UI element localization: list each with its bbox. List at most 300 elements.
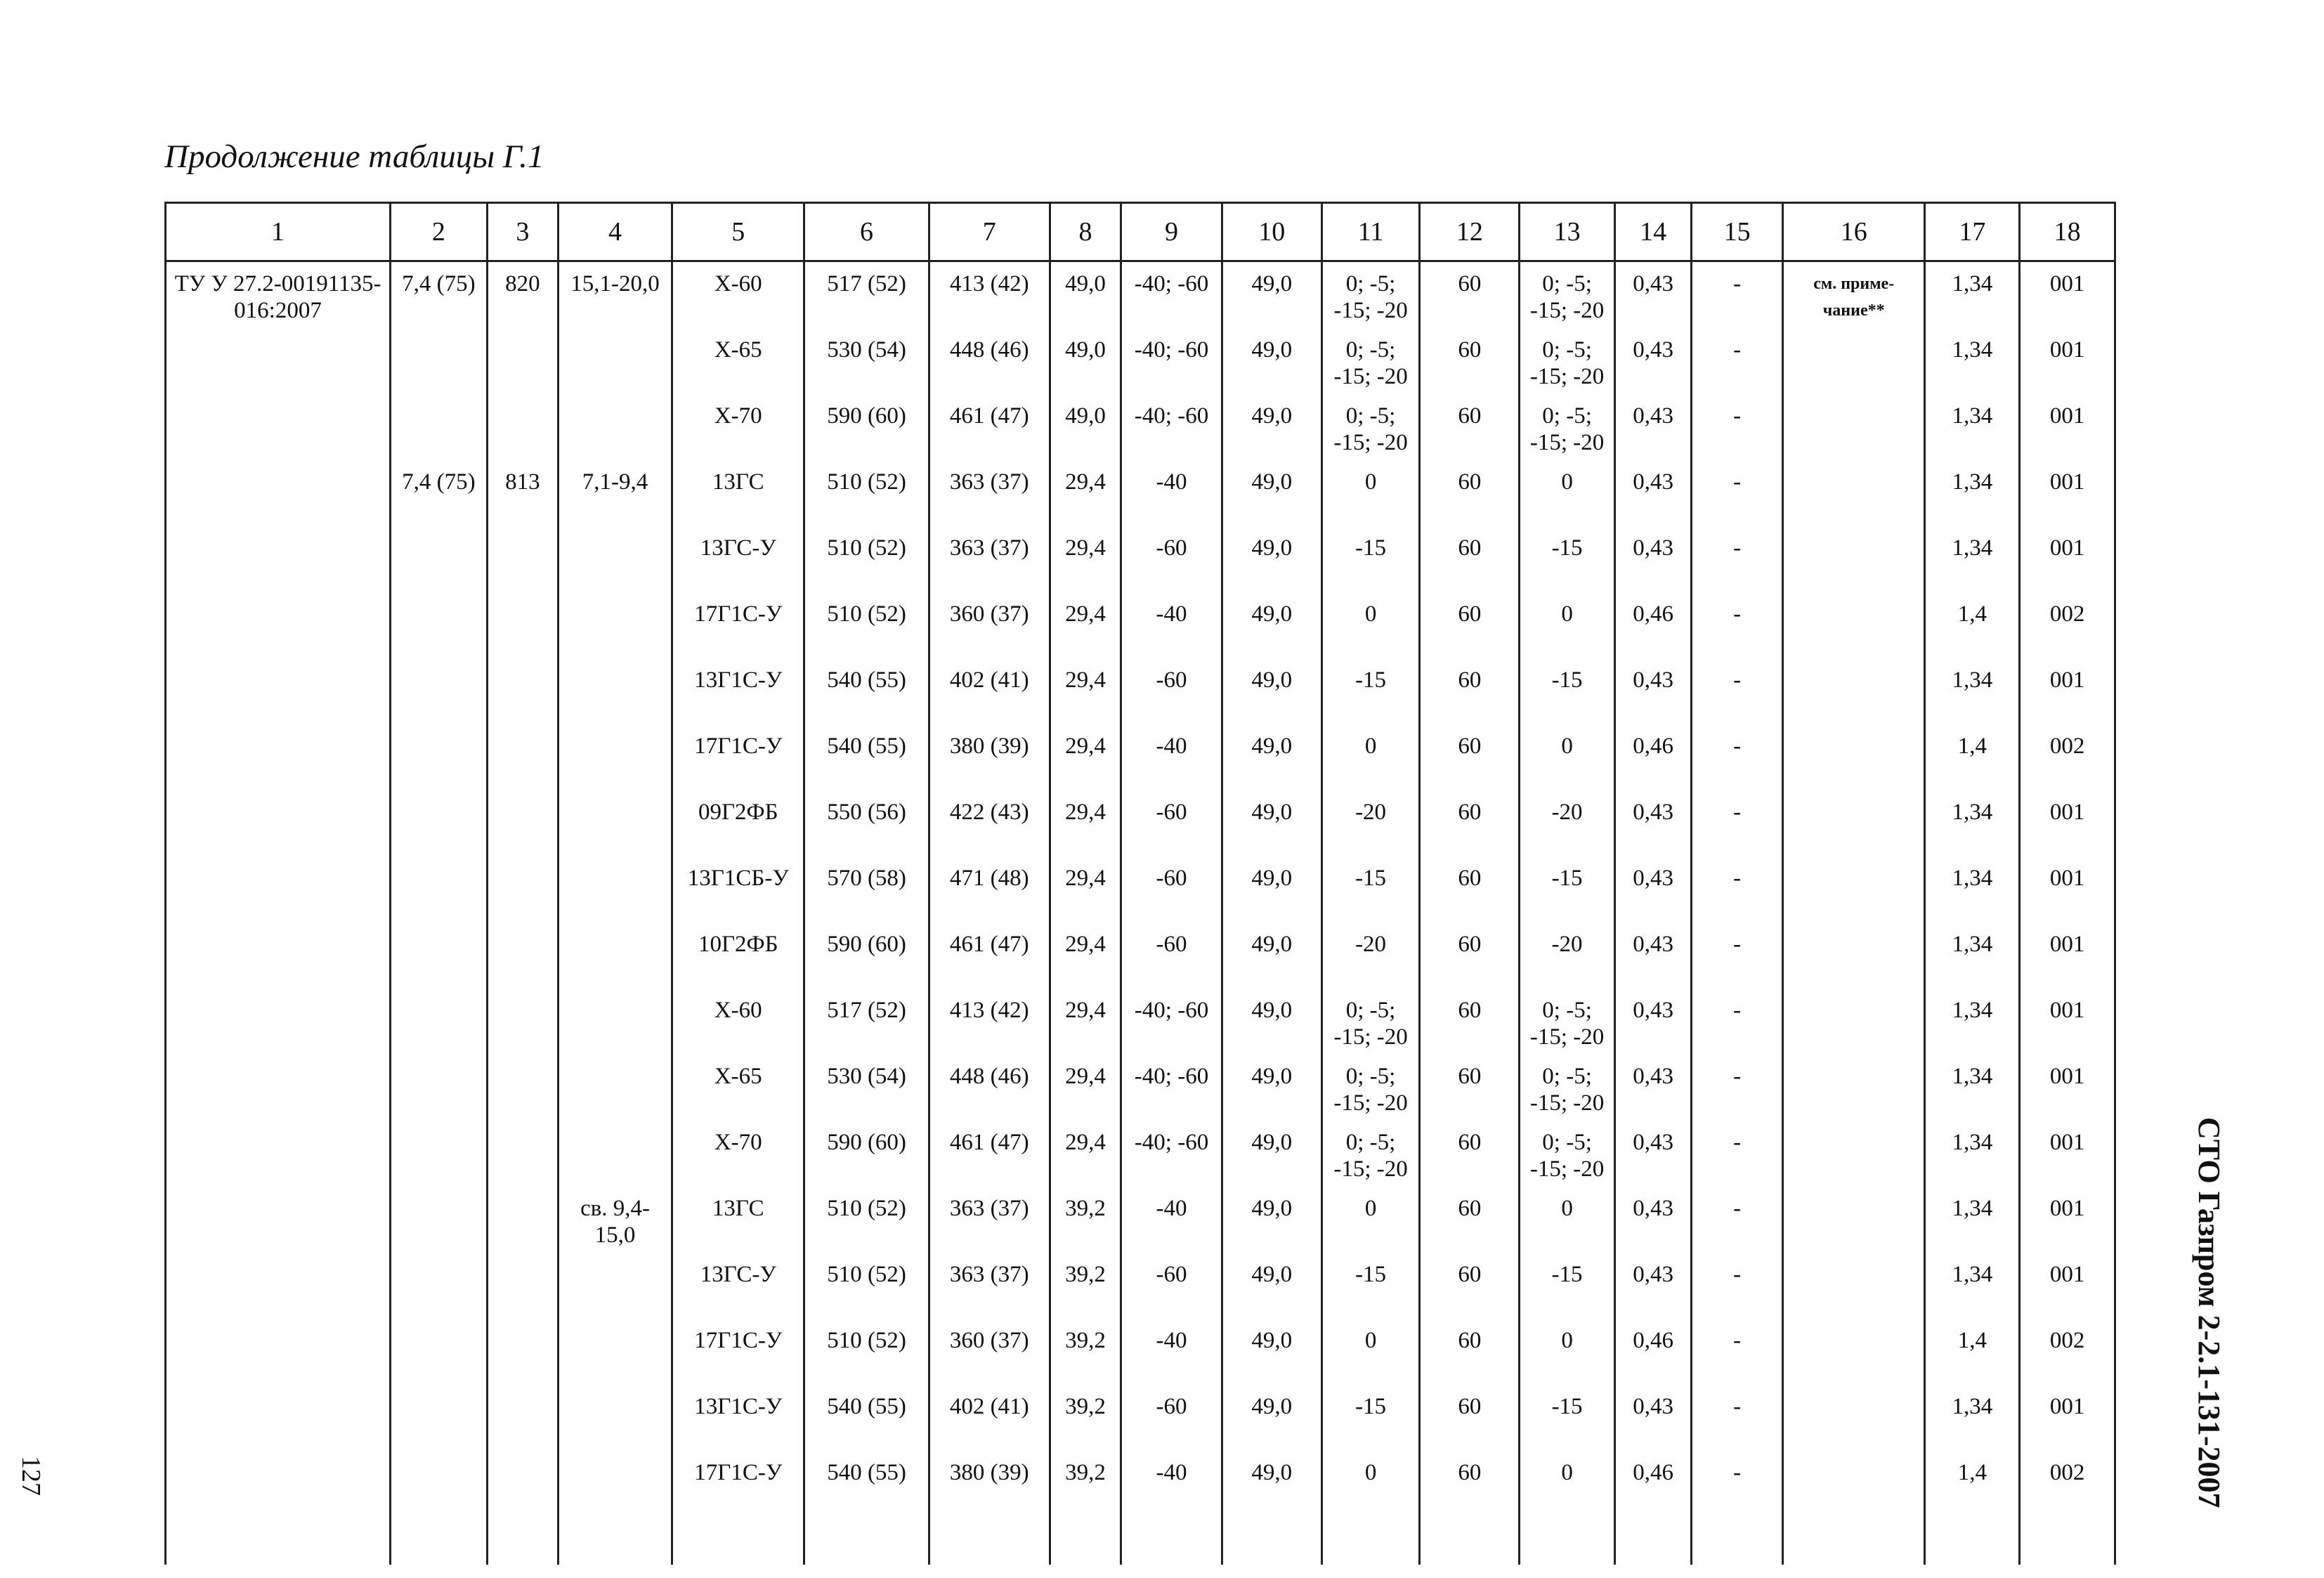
cell-col-7: 363 (37) [929,463,1050,529]
cell-col-8: 29,4 [1050,1057,1121,1123]
cell-col-11: 0; -5; -15; -20 [1321,331,1420,397]
cell-col-10: 49,0 [1222,925,1321,991]
cell-col-11: -15 [1321,1256,1420,1322]
cell-col-17: 1,4 [1925,727,2020,793]
cell-col-15: - [1692,595,1783,661]
cell-col-2 [391,1189,488,1256]
cell-col-8: 49,0 [1050,331,1121,397]
cell-col-12: 60 [1420,991,1520,1057]
cell-col-11: -15 [1321,1388,1420,1454]
cell-col-12: 60 [1420,1057,1520,1123]
cell-col-8: 29,4 [1050,991,1121,1057]
cell-col-2 [391,1322,488,1388]
cell-col-18: 001 [2020,463,2115,529]
empty-cell [1925,1520,2020,1565]
column-header-9: 9 [1121,203,1222,261]
cell-col-7: 363 (37) [929,1256,1050,1322]
cell-col-17: 1,34 [1925,991,2020,1057]
cell-col-17: 1,34 [1925,529,2020,595]
cell-col-10: 49,0 [1222,1189,1321,1256]
cell-col-10: 49,0 [1222,1057,1321,1123]
cell-col-13: 0; -5; -15; -20 [1520,397,1615,463]
column-header-2: 2 [391,203,488,261]
column-header-15: 15 [1692,203,1783,261]
cell-col-6: 550 (56) [804,793,929,859]
cell-col-12: 60 [1420,331,1520,397]
cell-col-7: 402 (41) [929,1388,1050,1454]
cell-col-11: 0 [1321,1322,1420,1388]
cell-col-18: 001 [2020,1388,2115,1454]
cell-col-9: -40; -60 [1121,261,1222,332]
cell-col-11: -15 [1321,859,1420,925]
cell-col-3 [487,925,558,991]
cell-col-13: 0 [1520,727,1615,793]
cell-col-14: 0,46 [1614,595,1691,661]
cell-col-18: 001 [2020,1189,2115,1256]
cell-col-15: - [1692,1189,1783,1256]
cell-col-14: 0,46 [1614,1322,1691,1388]
cell-col-6: 510 (52) [804,595,929,661]
cell-col-12: 60 [1420,261,1520,332]
cell-col-15: - [1692,1454,1783,1520]
cell-col-6: 540 (55) [804,1454,929,1520]
cell-col-11: 0; -5; -15; -20 [1321,261,1420,332]
empty-cell [391,1520,488,1565]
empty-cell [487,1520,558,1565]
cell-col-4 [559,1123,672,1189]
cell-col-5: 17Г1С-У [672,727,804,793]
cell-col-3 [487,661,558,727]
cell-col-18: 001 [2020,925,2115,991]
cell-col-6: 530 (54) [804,1057,929,1123]
cell-col-3 [487,331,558,397]
cell-col-4: 15,1-20,0 [559,261,672,332]
cell-col-3 [487,859,558,925]
cell-col-9: -40; -60 [1121,1123,1222,1189]
cell-col-10: 49,0 [1222,1388,1321,1454]
cell-col-5: 13ГС [672,463,804,529]
cell-col-10: 49,0 [1222,793,1321,859]
cell-col-9: -40 [1121,1454,1222,1520]
column-header-6: 6 [804,203,929,261]
cell-col-15: - [1692,991,1783,1057]
cell-col-17: 1,4 [1925,1454,2020,1520]
cell-col-17: 1,34 [1925,261,2020,332]
cell-col-12: 60 [1420,463,1520,529]
cell-col-7: 448 (46) [929,331,1050,397]
empty-cell [1121,1520,1222,1565]
cell-col-5: 13ГС-У [672,1256,804,1322]
cell-col-13: 0; -5; -15; -20 [1520,991,1615,1057]
cell-col-10: 49,0 [1222,1454,1321,1520]
cell-col-12: 60 [1420,595,1520,661]
cell-col-4: св. 9,4-15,0 [559,1189,672,1256]
column-header-10: 10 [1222,203,1321,261]
cell-col-2 [391,1454,488,1520]
column-header-4: 4 [559,203,672,261]
cell-col-4 [559,727,672,793]
cell-col-8: 29,4 [1050,595,1121,661]
cell-col-17: 1,4 [1925,595,2020,661]
cell-col-2 [391,727,488,793]
cell-col-4 [559,661,672,727]
cell-col-10: 49,0 [1222,991,1321,1057]
cell-col-15: - [1692,463,1783,529]
cell-col-3 [487,727,558,793]
cell-col-15: - [1692,529,1783,595]
cell-col-12: 60 [1420,1123,1520,1189]
cell-col-14: 0,43 [1614,661,1691,727]
cell-col-3: 813 [487,463,558,529]
cell-col-5: 13Г1С-У [672,1388,804,1454]
cell-col-5: 13ГС-У [672,529,804,595]
cell-col-15: - [1692,397,1783,463]
cell-col-6: 590 (60) [804,1123,929,1189]
standard-code: СТО Газпром 2-2.1-131-2007 [2192,1117,2226,1508]
column-header-8: 8 [1050,203,1121,261]
cell-col-2 [391,529,488,595]
cell-col-15: - [1692,859,1783,925]
cell-col-7: 380 (39) [929,727,1050,793]
cell-col-5: Х-65 [672,1057,804,1123]
cell-col-17: 1,34 [1925,1123,2020,1189]
cell-col-15: - [1692,925,1783,991]
cell-col-6: 510 (52) [804,463,929,529]
cell-col-9: -40 [1121,463,1222,529]
note-reference-cell: см. приме-чание** [1782,261,1925,1520]
continuation-row [166,1520,2115,1565]
cell-col-12: 60 [1420,925,1520,991]
cell-col-6: 590 (60) [804,925,929,991]
cell-col-8: 29,4 [1050,529,1121,595]
cell-col-5: 13Г1СБ-У [672,859,804,925]
cell-col-11: 0 [1321,1189,1420,1256]
cell-col-17: 1,34 [1925,331,2020,397]
empty-cell [1614,1520,1691,1565]
cell-col-18: 001 [2020,1057,2115,1123]
cell-col-14: 0,46 [1614,1454,1691,1520]
cell-col-10: 49,0 [1222,595,1321,661]
cell-col-2 [391,397,488,463]
cell-col-13: -15 [1520,1388,1615,1454]
cell-col-13: -15 [1520,661,1615,727]
cell-col-6: 517 (52) [804,991,929,1057]
cell-col-9: -60 [1121,859,1222,925]
cell-col-9: -40; -60 [1121,1057,1222,1123]
cell-col-14: 0,43 [1614,397,1691,463]
cell-col-9: -40 [1121,727,1222,793]
cell-col-18: 001 [2020,793,2115,859]
cell-col-12: 60 [1420,1388,1520,1454]
cell-col-13: -15 [1520,1256,1615,1322]
empty-cell [1420,1520,1520,1565]
cell-col-5: Х-70 [672,1123,804,1189]
cell-col-12: 60 [1420,793,1520,859]
cell-col-2 [391,1388,488,1454]
cell-col-15: - [1692,1256,1783,1322]
cell-col-4 [559,1057,672,1123]
cell-col-11: 0; -5; -15; -20 [1321,1057,1420,1123]
cell-col-11: 0 [1321,727,1420,793]
header-row [166,203,2115,261]
empty-cell [559,1520,672,1565]
column-header-14: 14 [1614,203,1691,261]
table-caption: Продолжение таблицы Г.1 [164,138,544,175]
cell-col-9: -40; -60 [1121,331,1222,397]
empty-cell [672,1520,804,1565]
cell-col-13: 0 [1520,1454,1615,1520]
cell-col-2 [391,991,488,1057]
cell-col-4 [559,925,672,991]
cell-col-3 [487,1057,558,1123]
cell-col-17: 1,34 [1925,925,2020,991]
cell-col-10: 49,0 [1222,727,1321,793]
cell-col-5: 10Г2ФБ [672,925,804,991]
cell-col-6: 540 (55) [804,1388,929,1454]
cell-col-8: 29,4 [1050,859,1121,925]
cell-col-4 [559,331,672,397]
cell-col-12: 60 [1420,661,1520,727]
cell-col-6: 590 (60) [804,397,929,463]
cell-col-8: 39,2 [1050,1256,1121,1322]
cell-col-17: 1,34 [1925,463,2020,529]
empty-cell [1050,1520,1121,1565]
cell-col-2: 7,4 (75) [391,261,488,332]
cell-col-8: 29,4 [1050,727,1121,793]
cell-col-5: 17Г1С-У [672,595,804,661]
cell-col-5: Х-60 [672,991,804,1057]
cell-col-9: -60 [1121,793,1222,859]
cell-col-3 [487,529,558,595]
cell-col-13: 0; -5; -15; -20 [1520,1123,1615,1189]
cell-col-13: 0; -5; -15; -20 [1520,331,1615,397]
cell-col-15: - [1692,1388,1783,1454]
cell-col-14: 0,43 [1614,859,1691,925]
column-header-17: 17 [1925,203,2020,261]
cell-col-13: -20 [1520,925,1615,991]
cell-col-10: 49,0 [1222,331,1321,397]
cell-col-2 [391,1256,488,1322]
cell-col-3 [487,1454,558,1520]
cell-col-9: -40 [1121,1322,1222,1388]
cell-col-17: 1,34 [1925,1256,2020,1322]
cell-col-14: 0,43 [1614,331,1691,397]
cell-col-8: 39,2 [1050,1454,1121,1520]
cell-col-8: 39,2 [1050,1388,1121,1454]
column-header-12: 12 [1420,203,1520,261]
cell-col-4 [559,529,672,595]
cell-col-14: 0,43 [1614,1057,1691,1123]
cell-col-18: 002 [2020,1322,2115,1388]
cell-col-12: 60 [1420,727,1520,793]
cell-col-18: 001 [2020,397,2115,463]
cell-col-7: 461 (47) [929,1123,1050,1189]
cell-col-6: 510 (52) [804,1322,929,1388]
cell-col-9: -40; -60 [1121,991,1222,1057]
cell-col-11: 0 [1321,1454,1420,1520]
cell-col-3 [487,397,558,463]
cell-col-7: 471 (48) [929,859,1050,925]
cell-col-8: 39,2 [1050,1322,1121,1388]
cell-col-5: 13ГС [672,1189,804,1256]
cell-col-10: 49,0 [1222,1123,1321,1189]
column-header-16: 16 [1782,203,1925,261]
cell-col-7: 413 (42) [929,991,1050,1057]
cell-col-11: -20 [1321,793,1420,859]
cell-col-15: - [1692,727,1783,793]
cell-col-8: 29,4 [1050,1123,1121,1189]
cell-col-11: -20 [1321,925,1420,991]
cell-col-17: 1,34 [1925,397,2020,463]
cell-col-13: -15 [1520,859,1615,925]
table-row [166,261,2115,332]
cell-col-7: 363 (37) [929,529,1050,595]
empty-cell [1692,1520,1783,1565]
cell-col-15: - [1692,793,1783,859]
cell-col-18: 001 [2020,529,2115,595]
empty-cell [166,1520,391,1565]
cell-col-3 [487,1189,558,1256]
cell-col-11: 0; -5; -15; -20 [1321,397,1420,463]
cell-col-4 [559,595,672,661]
cell-col-7: 448 (46) [929,1057,1050,1123]
empty-cell [2020,1520,2115,1565]
cell-col-9: -60 [1121,1256,1222,1322]
cell-col-5: 09Г2ФБ [672,793,804,859]
cell-col-9: -60 [1121,661,1222,727]
column-header-13: 13 [1520,203,1615,261]
cell-col-7: 461 (47) [929,397,1050,463]
cell-col-2 [391,661,488,727]
cell-col-4 [559,991,672,1057]
cell-col-18: 001 [2020,261,2115,332]
cell-col-18: 001 [2020,1123,2115,1189]
cell-col-11: 0; -5; -15; -20 [1321,1123,1420,1189]
cell-col-3 [487,1256,558,1322]
cell-col-5: Х-65 [672,331,804,397]
cell-col-5: 17Г1С-У [672,1454,804,1520]
empty-cell [1222,1520,1321,1565]
cell-col-4 [559,1454,672,1520]
cell-col-10: 49,0 [1222,1322,1321,1388]
cell-col-4 [559,1256,672,1322]
cell-col-14: 0,43 [1614,1123,1691,1189]
cell-col-18: 001 [2020,331,2115,397]
cell-col-17: 1,34 [1925,1057,2020,1123]
cell-col-6: 517 (52) [804,261,929,332]
cell-col-15: - [1692,1123,1783,1189]
cell-col-14: 0,43 [1614,793,1691,859]
empty-cell [1321,1520,1420,1565]
cell-col-11: 0 [1321,595,1420,661]
cell-col-13: 0 [1520,595,1615,661]
column-header-3: 3 [487,203,558,261]
cell-col-5: 17Г1С-У [672,1322,804,1388]
cell-col-7: 363 (37) [929,1189,1050,1256]
cell-col-2: 7,4 (75) [391,463,488,529]
cell-col-12: 60 [1420,859,1520,925]
cell-col-14: 0,43 [1614,1388,1691,1454]
cell-col-12: 60 [1420,1322,1520,1388]
cell-col-12: 60 [1420,397,1520,463]
cell-col-11: -15 [1321,529,1420,595]
cell-col-7: 380 (39) [929,1454,1050,1520]
cell-col-15: - [1692,331,1783,397]
cell-col-11: -15 [1321,661,1420,727]
cell-col-10: 49,0 [1222,1256,1321,1322]
cell-col-18: 001 [2020,859,2115,925]
cell-col-18: 002 [2020,727,2115,793]
column-header-1: 1 [166,203,391,261]
cell-col-15: - [1692,1322,1783,1388]
cell-col-17: 1,4 [1925,1322,2020,1388]
cell-col-9: -40; -60 [1121,397,1222,463]
cell-col-6: 510 (52) [804,1189,929,1256]
cell-col-3 [487,991,558,1057]
cell-col-8: 29,4 [1050,793,1121,859]
cell-col-18: 002 [2020,1454,2115,1520]
cell-col-17: 1,34 [1925,661,2020,727]
cell-col-4: 7,1-9,4 [559,463,672,529]
cell-col-17: 1,34 [1925,859,2020,925]
column-header-18: 18 [2020,203,2115,261]
cell-col-4 [559,397,672,463]
cell-col-6: 570 (58) [804,859,929,925]
column-header-11: 11 [1321,203,1420,261]
cell-col-9: -40 [1121,1189,1222,1256]
cell-col-8: 29,4 [1050,661,1121,727]
cell-col-12: 60 [1420,1189,1520,1256]
cell-col-13: 0 [1520,1189,1615,1256]
cell-col-14: 0,43 [1614,991,1691,1057]
cell-col-15: - [1692,661,1783,727]
cell-col-14: 0,43 [1614,1256,1691,1322]
cell-col-18: 001 [2020,991,2115,1057]
cell-col-17: 1,34 [1925,1388,2020,1454]
cell-col-18: 001 [2020,661,2115,727]
cell-col-3: 820 [487,261,558,332]
cell-col-2 [391,859,488,925]
cell-col-10: 49,0 [1222,661,1321,727]
cell-col-14: 0,43 [1614,463,1691,529]
cell-col-3 [487,595,558,661]
empty-cell [929,1520,1050,1565]
spec-document-cell: ТУ У 27.2-00191135-016:2007 [166,261,391,1520]
cell-col-6: 510 (52) [804,529,929,595]
cell-col-9: -60 [1121,1388,1222,1454]
cell-col-4 [559,859,672,925]
cell-col-7: 461 (47) [929,925,1050,991]
cell-col-7: 413 (42) [929,261,1050,332]
cell-col-13: 0; -5; -15; -20 [1520,1057,1615,1123]
column-header-7: 7 [929,203,1050,261]
cell-col-12: 60 [1420,529,1520,595]
cell-col-2 [391,925,488,991]
cell-col-14: 0,43 [1614,1189,1691,1256]
cell-col-9: -60 [1121,529,1222,595]
cell-col-3 [487,1322,558,1388]
cell-col-14: 0,43 [1614,261,1691,332]
cell-col-10: 49,0 [1222,463,1321,529]
cell-col-17: 1,34 [1925,793,2020,859]
cell-col-13: 0; -5; -15; -20 [1520,261,1615,332]
cell-col-12: 60 [1420,1454,1520,1520]
cell-col-10: 49,0 [1222,859,1321,925]
page-number: 127 [16,1456,46,1496]
cell-col-6: 510 (52) [804,1256,929,1322]
cell-col-3 [487,1388,558,1454]
cell-col-4 [559,1388,672,1454]
